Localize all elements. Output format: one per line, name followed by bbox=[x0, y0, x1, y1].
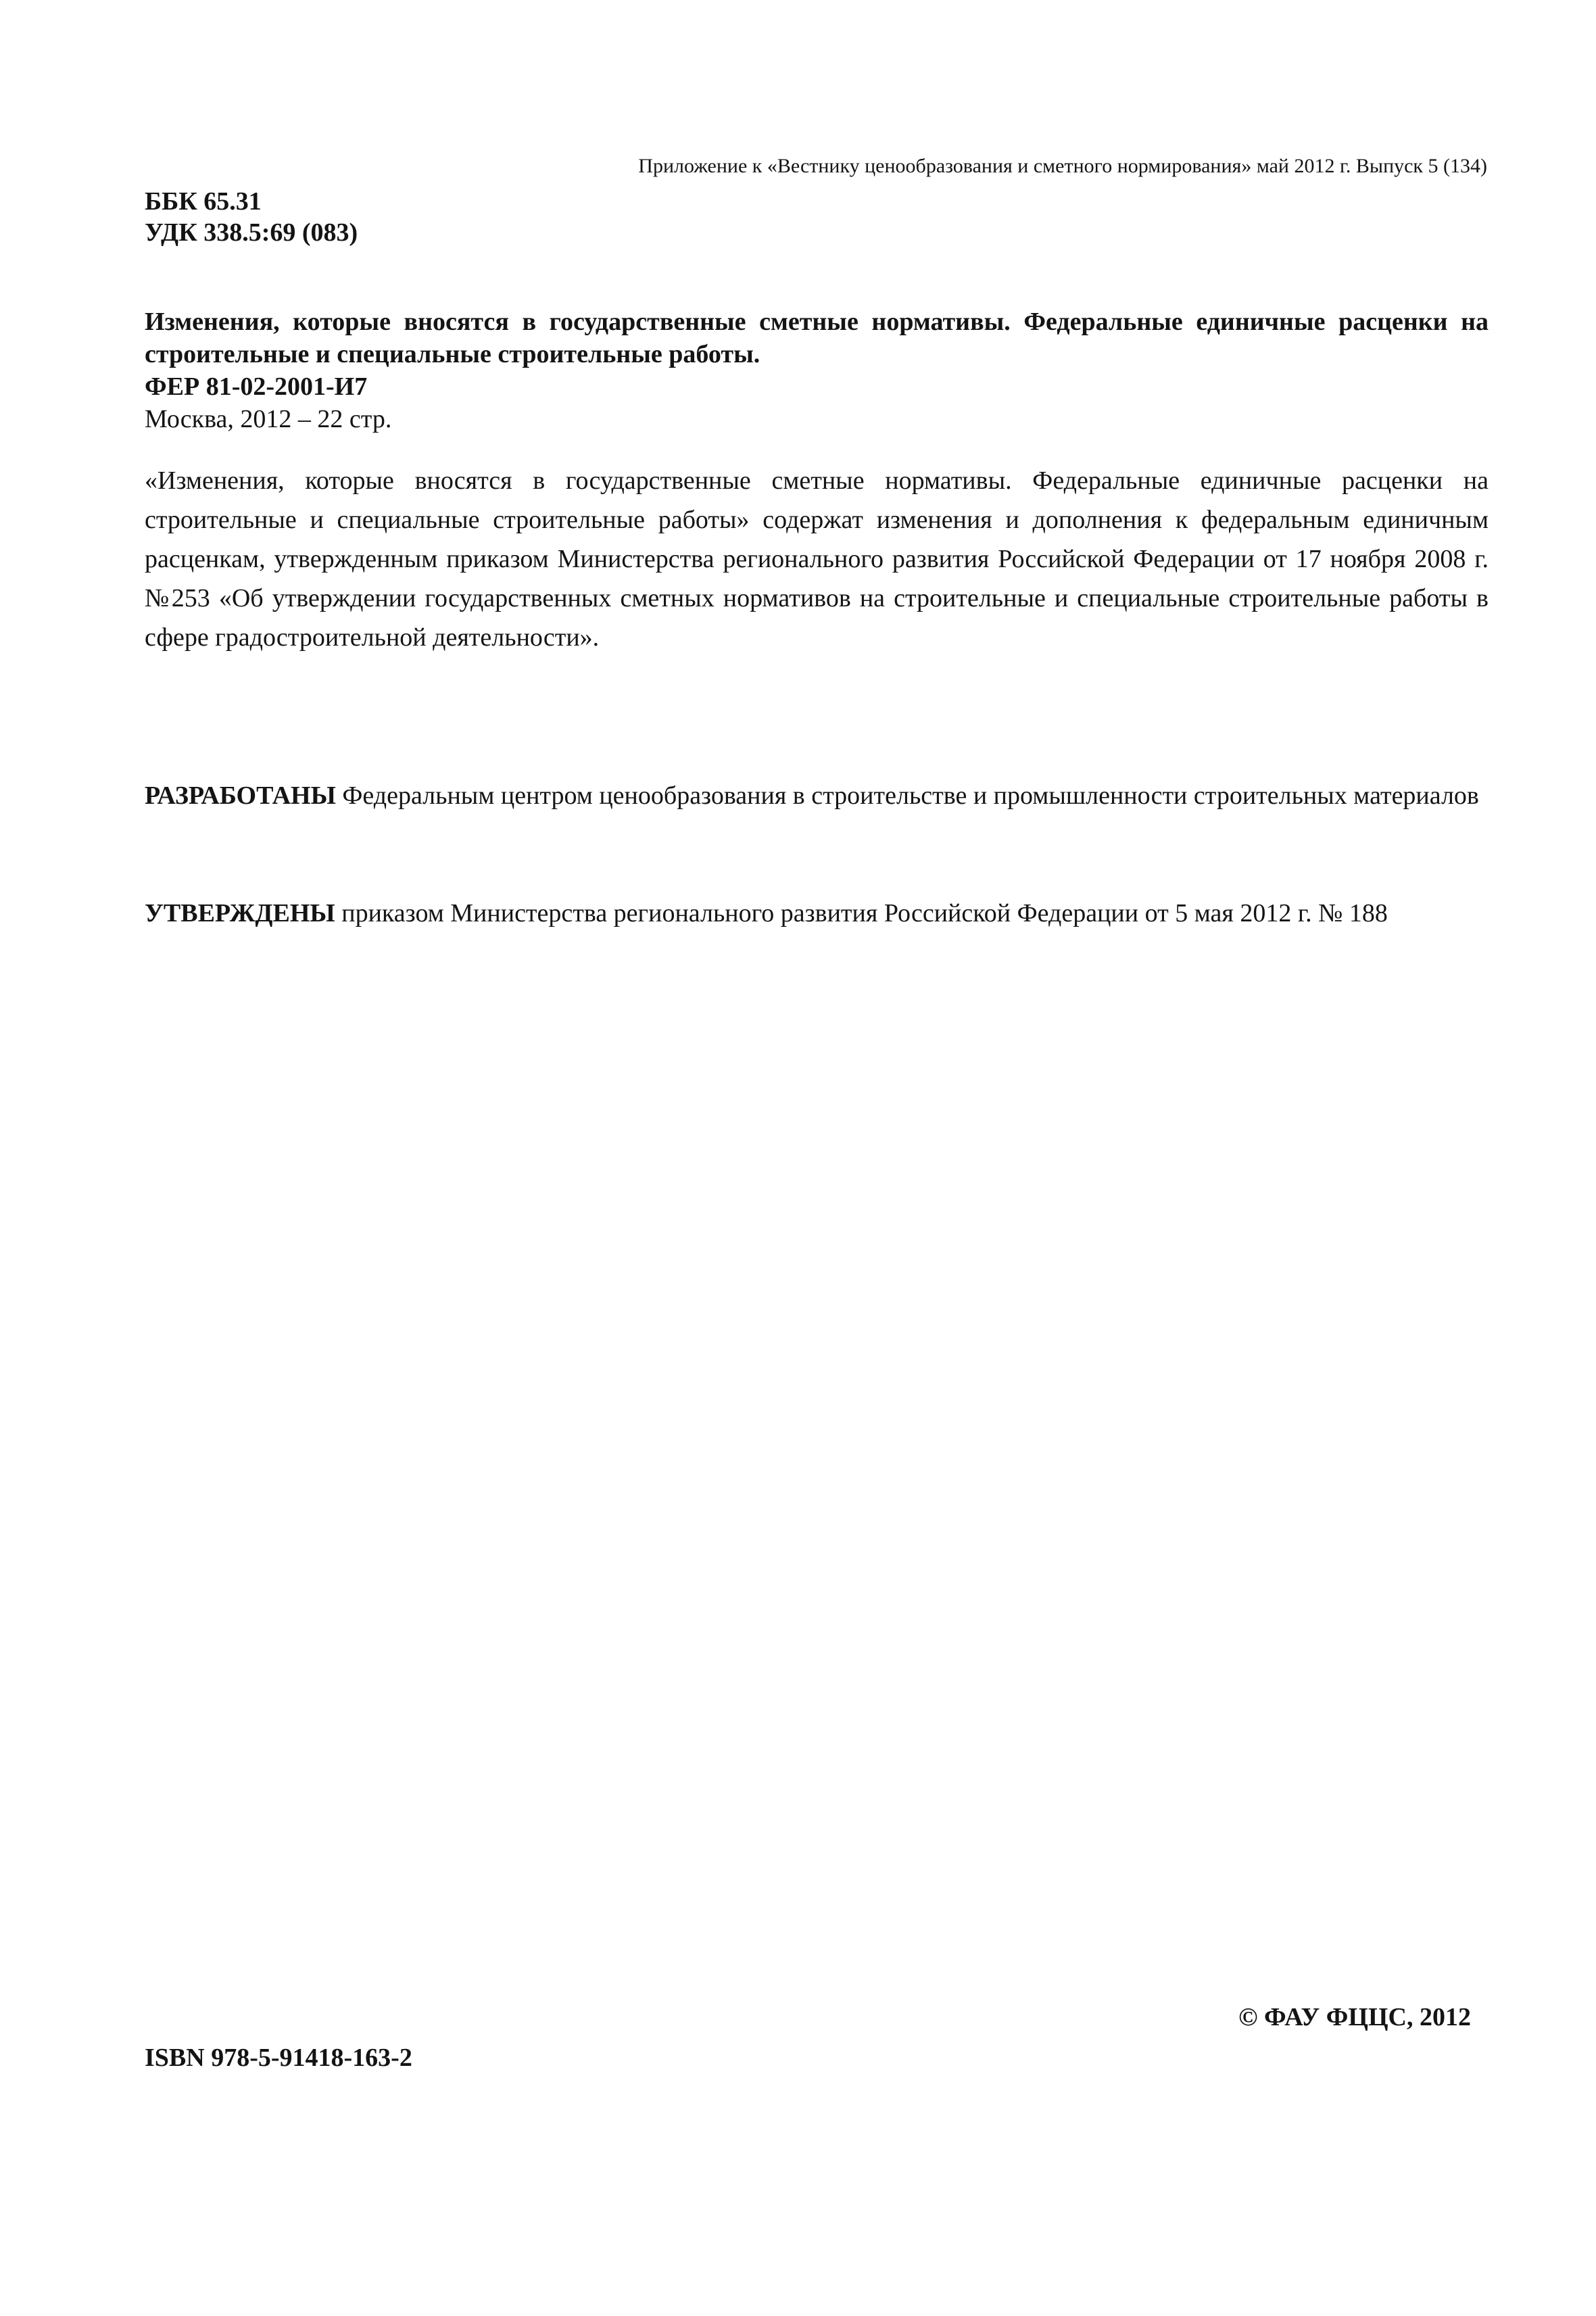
developed-text: Федеральным центром ценообразования в строительстве и промышленности строительных материалов bbox=[335, 781, 1479, 810]
approved-text: приказом Министерства регионального развития Российской Федерации от 5 мая 2012 г. № 188 bbox=[335, 899, 1388, 927]
document-title: Изменения, которые вносятся в государственные сметные нормативы. Федеральные единичные расценки на строительные и специальные строительные работы. bbox=[145, 308, 1489, 368]
imprint-city-year: Москва, 2012 – 22 стр. bbox=[145, 405, 392, 433]
approved-label: УТВЕРЖДЕНЫ bbox=[145, 899, 335, 927]
bbk-classification: ББК 65.31 bbox=[145, 187, 262, 216]
document-code: ФЕР 81-02-2001-И7 bbox=[145, 372, 368, 401]
header-journal-note: Приложение к «Вестнику ценообразования и сметного нормирования» май 2012 г. Выпуск 5 (134) bbox=[638, 155, 1487, 177]
title-block bbox=[145, 306, 1489, 435]
copyright-line: © ФАУ ФЦЦС, 2012 bbox=[1238, 2003, 1471, 2031]
approved-paragraph bbox=[145, 894, 1489, 933]
isbn-line: ISBN 978-5-91418-163-2 bbox=[145, 2044, 412, 2072]
udk-classification: УДК 338.5:69 (083) bbox=[145, 218, 358, 247]
developed-label: РАЗРАБОТАНЫ bbox=[145, 781, 336, 810]
developed-paragraph bbox=[145, 776, 1489, 815]
abstract-paragraph: «Изменения, которые вносятся в государственные сметные нормативы. Федеральные единичные расценки на строительные и специальные строительные работы» содержат изменения и дополнения к федеральным единичным расценкам, утвержденным приказом Министерства регионального развития Российской Федерации от 17 ноября 2008 г. №253 «Об утверждении государственных сметных нормативов на строительные и специальные строительные работы в сфере градостроительной деятельности». bbox=[145, 466, 1489, 652]
